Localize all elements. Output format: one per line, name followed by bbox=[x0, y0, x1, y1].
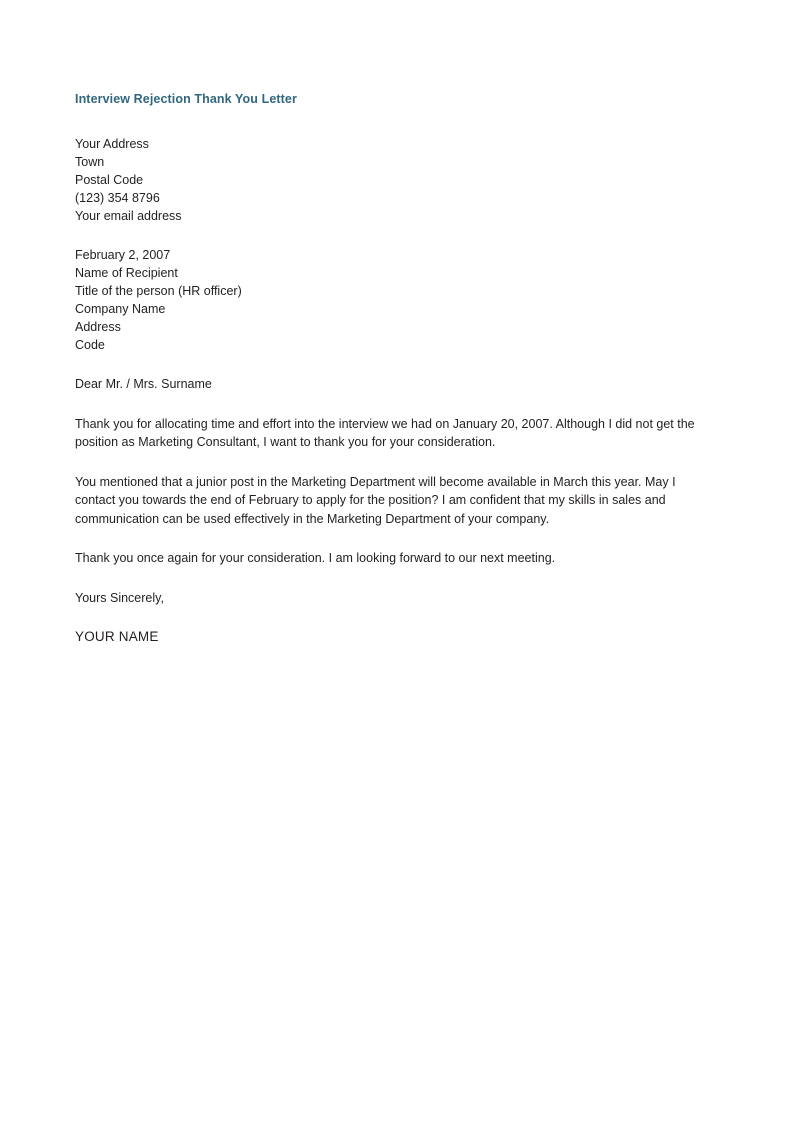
spacer-after-paragraph-2 bbox=[75, 528, 705, 549]
spacer-after-paragraph-3 bbox=[75, 568, 705, 589]
recipient-line: Name of Recipient bbox=[75, 266, 178, 280]
letter-date: February 2, 2007 bbox=[75, 248, 171, 262]
recipient-line: Company Name bbox=[75, 302, 166, 316]
recipient-line: Address bbox=[75, 320, 121, 334]
recipient-line: Code bbox=[75, 338, 105, 352]
spacer-after-paragraph-1 bbox=[75, 452, 705, 473]
salutation: Dear Mr. / Mrs. Surname bbox=[75, 377, 212, 391]
spacer-after-title bbox=[75, 108, 705, 135]
recipient-block bbox=[75, 246, 705, 354]
sender-address-line: Your Address bbox=[75, 137, 149, 151]
spacer-after-salutation bbox=[75, 394, 705, 415]
sender-address-line: Your email address bbox=[75, 209, 182, 223]
body-paragraph-1: Thank you for allocating time and effort into the interview we had on January 20, 2007. Although I did not get the position as Marketing Consultant, I want to thank you for your consideration. bbox=[75, 416, 695, 449]
body-paragraph-2: You mentioned that a junior post in the Marketing Department will become available in March this year. May I contact you towards the end of February to apply for the position? I am confident that my skills in sales and communication can be used effectively in the Marketing Department of your company. bbox=[75, 474, 676, 526]
sender-address-block bbox=[75, 135, 705, 225]
sender-address-line: Town bbox=[75, 155, 105, 169]
page-title: Interview Rejection Thank You Letter bbox=[75, 92, 297, 106]
body-paragraph-3: Thank you once again for your consideration. I am looking forward to our next meeting. bbox=[75, 551, 556, 565]
spacer-after-recipient bbox=[75, 354, 705, 375]
sender-address-line: Postal Code bbox=[75, 173, 144, 187]
sender-address-line: (123) 354 8796 bbox=[75, 191, 160, 205]
letter-content bbox=[75, 90, 705, 646]
valediction: Yours Sincerely, bbox=[75, 590, 164, 605]
recipient-line: Title of the person (HR officer) bbox=[75, 284, 242, 298]
spacer-after-sender-address bbox=[75, 225, 705, 246]
spacer-before-signature bbox=[75, 607, 705, 628]
signature-name: YOUR NAME bbox=[75, 629, 159, 644]
